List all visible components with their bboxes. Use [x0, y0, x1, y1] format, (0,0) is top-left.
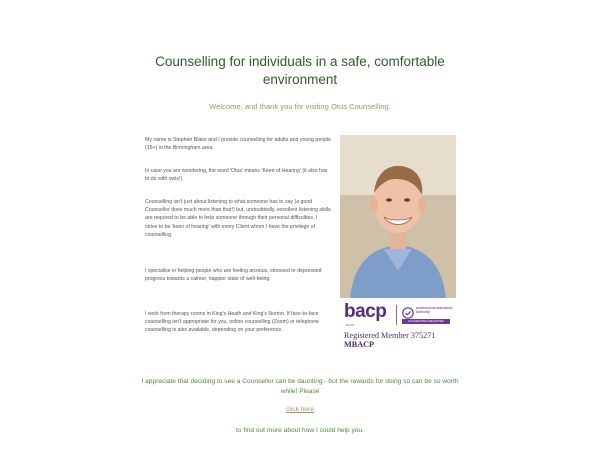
- membership-line: MBACP: [344, 340, 375, 349]
- bacp-logo-text: bacp: [344, 301, 387, 322]
- registered-member-line: Registered Member 375271: [344, 331, 436, 340]
- bacp-logo: [342, 303, 454, 325]
- logo-divider: [396, 305, 397, 325]
- bio-paragraph-intro: My name is Stephen Blake and I provide counselling for adults and young people (16+) in the Birmingham area.: [145, 137, 332, 152]
- counsellor-profile-card: [340, 135, 456, 350]
- click-here-link[interactable]: click here: [286, 406, 314, 413]
- counsellor-photo: [340, 135, 456, 298]
- welcome-message: Welcome, and thank you for visiting Otus Counselling.: [209, 102, 391, 111]
- bio-paragraph-locations: I work from therapy rooms in King's Heath and King's Norton. If face-to-face counselling isn't appropriate for you, online counselling (Zoom) or telephone counselling is also available, depending on your preference.: [145, 311, 320, 334]
- bio-paragraph-listening: Counselling isn't just about listening to what someone has to say (a good Counsellor does much more than that!) but, undoubtedly, excellent listening skills are required to be able to help someone through their personal difficulties. I strive to be 'keen of hearing' with every Client whom I have the privilege of counselling.: [145, 199, 331, 238]
- bio-paragraph-name-meaning: In case you are wondering, the word 'Otus' means 'Keen of Hearing' (it also has to do with owls!).: [145, 168, 328, 183]
- psa-text: professional standards authority: [416, 306, 453, 315]
- psa-icon: [402, 306, 414, 318]
- bio-paragraph-specialism: I specialise in helping people who are feeling anxious, stressed or depressed progress towards a calmer, happier state of well-being.: [145, 268, 322, 283]
- psa-accredited-bar: ACCREDITED REGISTER: [402, 319, 450, 324]
- closing-message: I appreciate that deciding to see a Counsellor can be daunting - but the rewards for doing so can be so worth while! Please: [141, 378, 459, 395]
- bacp-logo-subtext: BACP: [346, 323, 355, 327]
- find-out-more-text: to find out more about how I could help you.: [236, 427, 364, 434]
- page-title: Counselling for individuals in a safe, comfortable environment: [155, 54, 445, 87]
